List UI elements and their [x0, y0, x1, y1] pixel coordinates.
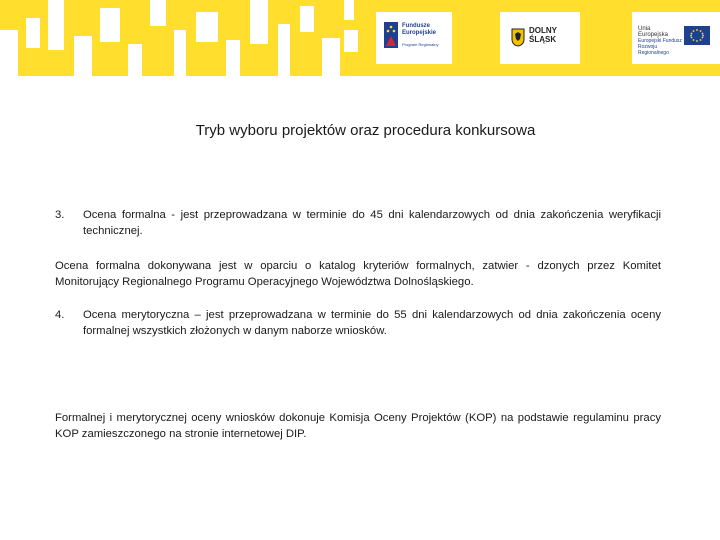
decor-block	[300, 6, 314, 32]
paragraph-kop: Formalnej i merytorycznej oceny wniosków dokonuje Komisja Oceny Projektów (KOP) na podstawie regulaminu pracy KOP zamieszczonego na stronie internetowej DIP.	[55, 412, 661, 440]
decor-block	[26, 18, 40, 48]
list-item-4	[55, 307, 661, 339]
ue-text	[638, 26, 682, 56]
fundusze-europejskie-logo	[376, 12, 452, 64]
ue-fund-line1: Europejski Fundusz	[638, 38, 682, 44]
decor-block	[48, 0, 64, 50]
decor-block	[226, 40, 240, 76]
decor-block	[196, 12, 218, 42]
ue-name: Unia Europejska	[638, 26, 669, 38]
list-item-number: 3.	[55, 209, 65, 221]
decor-block	[128, 44, 142, 76]
header-band	[0, 0, 720, 76]
paragraph-ocena-formalna: Ocena formalna dokonywana jest w oparciu o katalog kryteriów formalnych, zatwier - dzonych przez Komitet Monitorujący Regionalnego Programu Operacyjnego Województwa Dolnośląskiego.	[55, 260, 661, 288]
list-item-number: 4.	[55, 309, 65, 321]
unia-europejska-logo	[632, 12, 720, 64]
decor-block	[278, 24, 290, 76]
fe-stars-icon	[384, 22, 398, 48]
ue-fund-line2: Rozwoju Regionalnego	[638, 44, 669, 56]
eu-flag-icon	[684, 26, 710, 45]
decor-block	[344, 0, 354, 20]
fe-name-line2: Europejskie	[402, 30, 437, 36]
decor-block	[344, 30, 358, 52]
decor-block	[100, 8, 120, 42]
dolny-slask-logo	[500, 12, 580, 64]
list-item-text: Ocena formalna - jest przeprowadzana w terminie do 45 dni kalendarzowych od dnia zakończenia weryfikacji technicznej.	[83, 209, 661, 237]
eagle-crest-icon	[510, 27, 526, 47]
ds-wordmark	[529, 26, 579, 44]
decor-block	[174, 30, 186, 76]
fe-subtitle: Program Regionalny	[402, 42, 439, 47]
decor-block	[0, 30, 18, 76]
decor-block	[150, 0, 166, 26]
decor-block	[74, 36, 92, 76]
decor-block	[322, 38, 340, 76]
ds-line2: ŚLĄSK	[529, 35, 557, 44]
list-item-text: Ocena merytoryczna – jest przeprowadzana w terminie do 55 dni kalendarzowych od dnia zakończenia oceny formalnej wszystkich złożonych w danym naborze wniosków.	[83, 309, 661, 337]
fe-name	[402, 23, 450, 37]
ds-line1: DOLNY	[529, 26, 557, 35]
decor-block	[250, 0, 268, 44]
page-title: Tryb wyboru projektów oraz procedura konkursowa	[195, 122, 536, 139]
list-item-3	[55, 207, 661, 239]
fe-name-line1: Fundusze	[402, 23, 430, 29]
